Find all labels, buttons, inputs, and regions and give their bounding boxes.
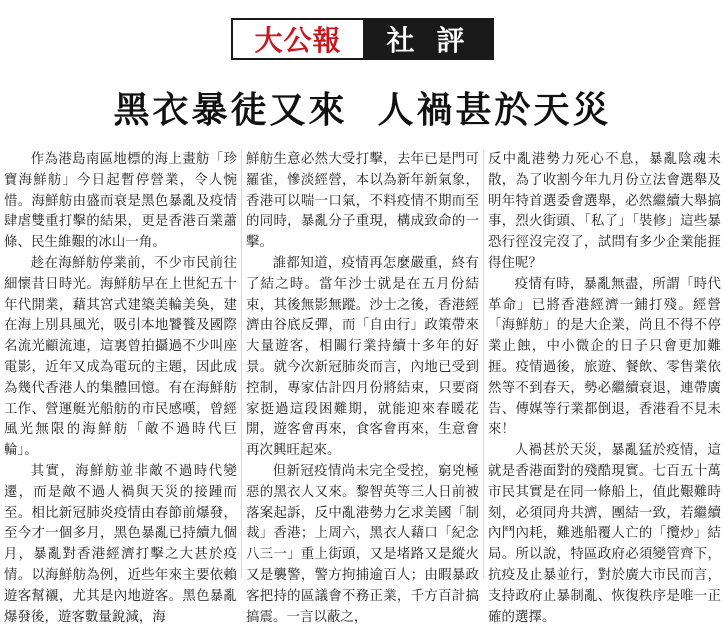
paragraph: 誰都知道，疫情再怎麼嚴重，終有了結之時。當年沙士就是在五月份結束，其後無影無蹤。沙士之後，香港經濟由谷底反彈，而「自由行」政策帶來大量遊客，相關行業持續十多年的好景。就今次新冠肺炎而言，內地已受到控制，專家估計四月份將結束，只要商家挺過這段困難期，就能迎來春暖花開，遊客會再來，食客會再來，生意會再次興旺起來。 bbox=[246, 255, 479, 459]
column-2 bbox=[246, 150, 479, 625]
column-divider bbox=[241, 150, 242, 578]
paragraph: 其實，海鮮舫並非敵不過時代變遷，而是敵不過人禍與天災的接踵而至。相比新冠肺炎疫情由春節前爆發，至今才一個多月，黑色暴亂已持續九個月，暴亂對香港經濟打擊之大甚於疫情。以海鮮舫為例，近些年來主要依賴遊客幫襯，尤其是內地遊客。黑色暴亂爆發後，遊客數量銳減，海 bbox=[4, 463, 237, 625]
paragraph: 鮮舫生意必然大受打擊，去年已是門可羅雀，慘淡經營，本以為新年新氣象，香港可以喘一口氣，不料疫情不期而至的同時，暴亂分子重現，構成致命的一擊。 bbox=[246, 152, 479, 251]
paragraph: 趁在海鮮舫停業前，不少市民前往細懷昔日時光。海鮮舫早在上世紀五十年代開業，藉其宮式建築美輪美奐，建在海上別具風光，吸引本地饕餮及國際名流光顧流連，這裏曾拍攝過不少叫座電影，近年又成為電玩的主題，因此成為幾代香港人的集體回憶。有在海鮮舫工作、營運艇光船舫的市民感嘆，曾經風光無限的海鮮舫「敵不過時代巨輪」。 bbox=[4, 255, 237, 459]
paragraph: 人禍甚於天災，暴亂猛於疫情，這就是香港面對的殘酷現實。七百五十萬市民其實是在同一條船上，值此艱難時刻，必須同舟共濟，團結一致，若繼續內鬥內耗，難逃船覆人亡的「攬炒」結局。所以說，特區政府必須變管齊下，抗疫及止暴並行，對於廣大市民而言，支持政府止暴制亂、恢復秩序是唯一正確的選擇。 bbox=[488, 443, 721, 625]
paragraph: 疫情有時，暴亂無盡，所謂「時代革命」已將香港經濟一鋪打殘。經營「海鮮舫」的是大企業，尚且不得不停業止蝕，中小微企的日子只會更加難捱。疫情過後，旅遊、餐飲、零售業依然等不到春天，勢必繼續衰退，連帶廣告、傳媒等行業都倒退，香港看不見未來！ bbox=[488, 276, 721, 438]
article-body bbox=[4, 150, 721, 625]
paragraph: 但新冠疫情尚未完全受控，窮兇極惡的黑衣人又來。黎智英等三人日前被落案起訴，反中亂港勢力乞求美國「制裁」香港；上周六，黑衣人藉口「紀念八三一」重上街頭，又是堵路又是縱火又是襲警，警方拘捕逾百人；由暇暴政客把持的區議會不務正業，千方百計搞搞震。一言以蔽之， bbox=[246, 463, 479, 625]
headline bbox=[0, 82, 725, 133]
paragraph: 反中亂港勢力死心不息，暴亂陰魂未散，為了收割今年九月份立法會選舉及明年特首選委會選舉，必然繼續大舉搞事，烈火街頭、「私了」「裝修」這些暴恐行徑沒完沒了，試問有多少企業能捱得住呢？ bbox=[488, 152, 721, 271]
column-1 bbox=[4, 150, 237, 625]
headline-part-2: 人禍甚於天災 bbox=[377, 90, 612, 131]
column-3 bbox=[488, 150, 721, 625]
section-label: 社評 bbox=[363, 20, 492, 58]
headline-part-1: 黑衣暴徒又來 bbox=[113, 90, 348, 131]
masthead bbox=[231, 18, 494, 60]
newspaper-logo: 大公報 bbox=[233, 20, 363, 58]
paragraph: 作為港島南區地標的海上畫舫「珍寶海鮮舫」今日起暫停營業，令人惋惜。海鮮舫由盛而衰是黑色暴亂及疫情肆虐雙重打擊的結果，更是香港百業蕭條、民生維艱的冰山一角。 bbox=[4, 152, 237, 251]
column-divider bbox=[483, 150, 484, 578]
